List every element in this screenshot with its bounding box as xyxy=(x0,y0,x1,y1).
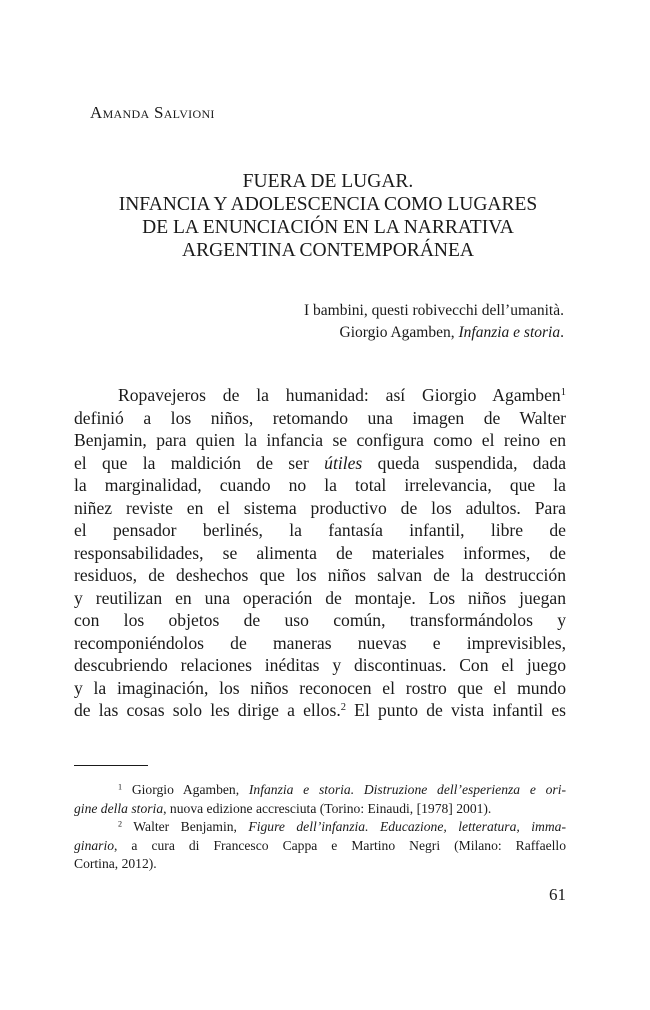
title-line: DE LA ENUNCIACIÓN EN LA NARRATIVA xyxy=(142,217,514,238)
body-line: Benjamin, para quien la infancia se configura como el reino en xyxy=(74,430,566,450)
epigraph-source-author: Giorgio Agamben, xyxy=(339,324,459,341)
title-line: INFANCIA Y ADOLESCENCIA COMO LUGARES xyxy=(118,194,538,215)
body-line: definió a los niños, retomando una imagen de Walter xyxy=(74,407,566,428)
footnote-1: $^1$ Giorgio Agamben, Infanzia e storia. Distruzione dell’esperienza e ori- xyxy=(118,782,567,797)
body-line: y la imaginación, los niños reconocen el rostro que el mundo xyxy=(74,677,566,698)
running-header-author: Amanda Salvioni xyxy=(90,103,215,122)
title-line: FUERA DE LUGAR. xyxy=(242,171,414,192)
body-line: de las cosas solo les dirige a ellos.$^2$ El punto de vista infantil es xyxy=(74,700,566,720)
footnote-2-end: Cortina, 2012). xyxy=(74,856,157,871)
body-line: recomponiéndolos de maneras nuevas e imprevisibles, xyxy=(74,632,566,653)
footnote-separator xyxy=(74,765,148,766)
footnote-ref[interactable]: 2 xyxy=(340,702,347,714)
body-line: descubriendo relaciones inéditas y discontinuas. Con el juego xyxy=(74,655,566,675)
epigraph-quote: I bambini, questi robivecchi dell’umanità. xyxy=(304,302,564,319)
body-line: el pensador berlinés, la fantasía infantil, libre de xyxy=(74,520,566,540)
epigraph-source-title: Infanzia e storia xyxy=(458,324,561,341)
footnote-2: $^2$ Walter Benjamin, Figure dell’infanzia. Educazione, letteratura, imma- xyxy=(118,819,567,834)
body-line: y reutilizan en una operación de montaje. Los niños juegan xyxy=(74,587,566,608)
footnote-2-cont: ginario, a cura di Francesco Cappa e Martino Negri (Milano: Raffaello xyxy=(74,837,566,853)
footnote-ref[interactable]: 1 xyxy=(560,387,566,399)
body-line: el que la maldición de ser útiles queda suspendida, dada xyxy=(74,452,566,473)
body-line: niñez reviste en el sistema productivo de los adultos. Para xyxy=(74,497,566,518)
body-line: responsabilidades, se alimenta de materiales informes, de xyxy=(74,542,566,563)
chapter-title xyxy=(90,170,566,262)
page-number: 61 xyxy=(549,885,566,904)
italic-word: útiles xyxy=(324,452,363,473)
title-line: ARGENTINA CONTEMPORÁNEA xyxy=(182,240,474,261)
epigraph xyxy=(200,300,564,344)
footnote-1-cont: gine della storia, nuova edizione accresciuta (Torino: Einaudi, [1978] 2001). xyxy=(74,800,492,816)
footnotes xyxy=(74,781,566,874)
body-line: la marginalidad, cuando no la total irrelevancia, que la xyxy=(74,475,566,495)
body-line: con los objetos de uso común, transformándolos y xyxy=(74,610,566,630)
epigraph-source xyxy=(200,322,564,344)
body-line: Ropavejeros de la humanidad: así Giorgio Agamben$^1$ xyxy=(118,385,566,405)
body-line: residuos, de deshechos que los niños salvan de la destrucción xyxy=(74,565,566,585)
body-paragraph xyxy=(74,384,566,722)
epigraph-source-end: . xyxy=(560,324,564,341)
